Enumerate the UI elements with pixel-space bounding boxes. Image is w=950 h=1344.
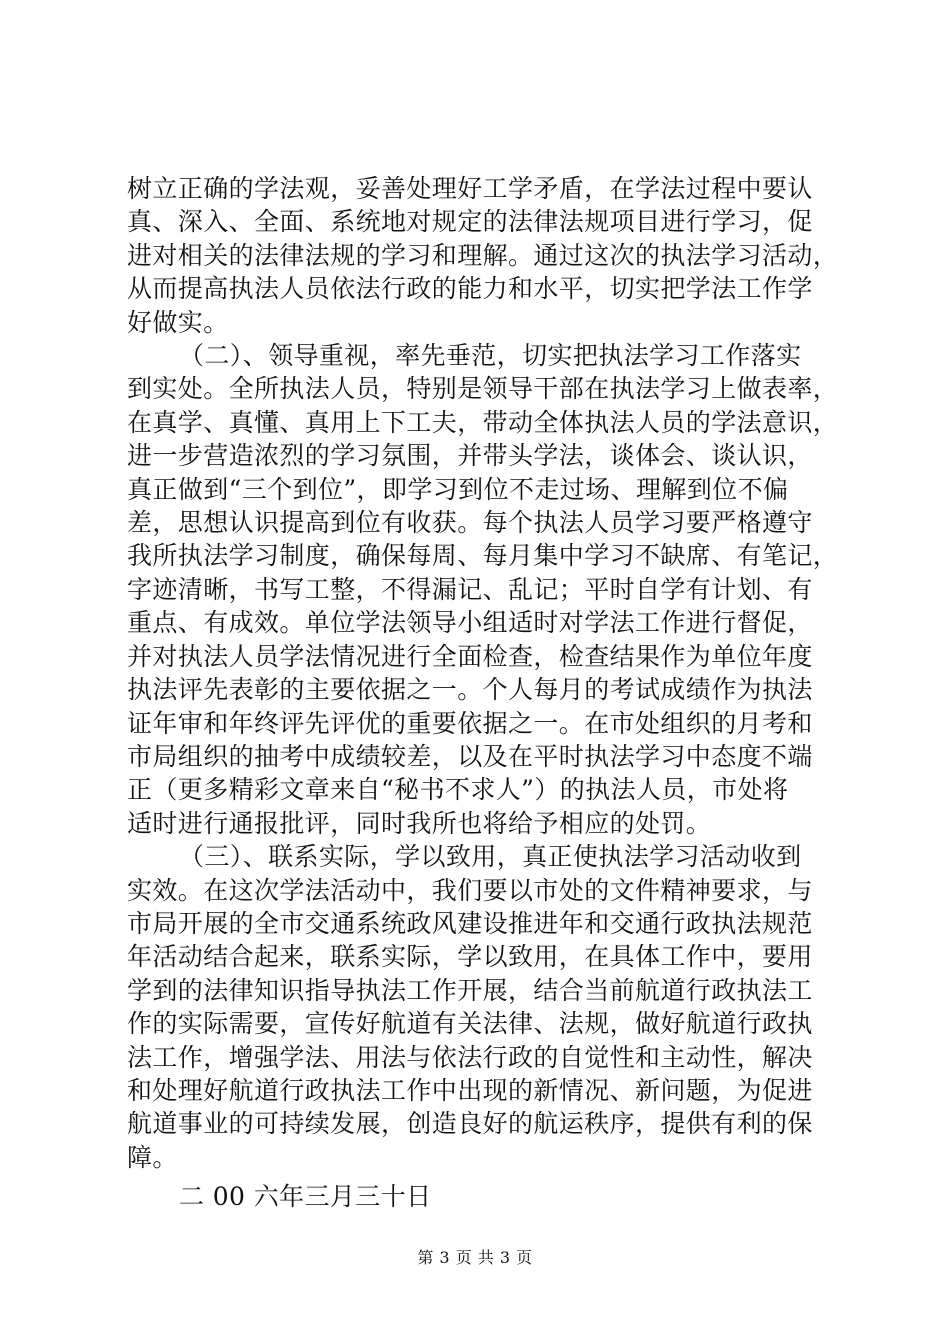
text-line: 证年审和年终评先评优的重要依据之一。在市处组织的月考和: [127, 708, 813, 738]
page-footer: [0, 1245, 950, 1268]
text-line: 好做实。: [127, 307, 229, 337]
text-line: 差，思想认识提高到位有收获。每个执法人员学习要严格遵守: [127, 508, 813, 538]
text-line: 从而提高执法人员依法行政的能力和水平，切实把学法工作学: [127, 274, 813, 304]
text-line: 重点、有成效。单位学法领导小组适时对学法工作进行督促，: [127, 608, 813, 638]
text-line: 实效。在这次学法活动中，我们要以市处的文件精神要求，与: [127, 875, 813, 905]
text-line: 树立正确的学法观，妥善处理好工学矛盾，在学法过程中要认: [127, 174, 813, 203]
document-body: [127, 172, 837, 1214]
text-line: 适时进行通报批评，同时我所也将给予相应的处罚。: [127, 808, 712, 838]
text-line: 障。: [127, 1142, 178, 1172]
section-heading-2: （二）、领导重视，率先垂范，切实把执法学习工作落实: [179, 341, 802, 371]
text-line: 市局组织的抽考中成绩较差，以及在平时执法学习中态度不端: [127, 741, 813, 771]
text-line: 到实处。全所执法人员，特别是领导干部在执法学习上做表率，: [127, 374, 839, 404]
text-line: 我所执法学习制度，确保每周、每月集中学习不缺席、有笔记，: [127, 541, 839, 571]
text-line: 市局开展的全市交通系统政风建设推进年和交通行政执法规范: [127, 908, 813, 938]
text-line: 执法评先表彰的主要依据之一。个人每月的考试成绩作为执法: [127, 675, 813, 705]
text-line: 正（更多精彩文章来自“秘书不求人”）的执法人员，市处将: [127, 775, 789, 805]
text-line: 年活动结合起来，联系实际，学以致用，在具体工作中，要用: [127, 942, 813, 972]
document-date: 二 00 六年三月三十日: [179, 1182, 432, 1212]
page-number: 第 3 页 共 3 页: [417, 1248, 533, 1267]
text-line: 真正做到“三个到位”，即学习到位不走过场、理解到位不偏: [127, 474, 789, 504]
text-line: 进一步营造浓烈的学习氛围，并带头学法，谈体会、谈认识，: [127, 441, 813, 471]
text-line: 进对相关的法律法规的学习和理解。通过这次的执法学习活动，: [127, 240, 839, 270]
text-line: 并对执法人员学法情况进行全面检查，检查结果作为单位年度: [127, 641, 813, 671]
text-line: 字迹清晰，书写工整，不得漏记、乱记；平时自学有计划、有: [127, 574, 813, 604]
text-line: 真、深入、全面、系统地对规定的法律法规项目进行学习，促: [127, 207, 813, 237]
text-line: 法工作，增强学法、用法与依法行政的自觉性和主动性，解决: [127, 1042, 813, 1072]
text-line: 在真学、真懂、真用上下工夫，带动全体执法人员的学法意识，: [127, 407, 839, 437]
section-heading-3: （三）、联系实际，学以致用，真正使执法学习活动收到: [179, 842, 802, 872]
text-line: 航道事业的可持续发展，创造良好的航运秩序，提供有利的保: [127, 1109, 813, 1139]
text-line: 和处理好航道行政执法工作中出现的新情况、新问题，为促进: [127, 1075, 813, 1105]
text-line: 学到的法律知识指导执法工作开展，结合当前航道行政执法工: [127, 975, 813, 1005]
text-line: 作的实际需要，宣传好航道有关法律、法规，做好航道行政执: [127, 1009, 813, 1039]
